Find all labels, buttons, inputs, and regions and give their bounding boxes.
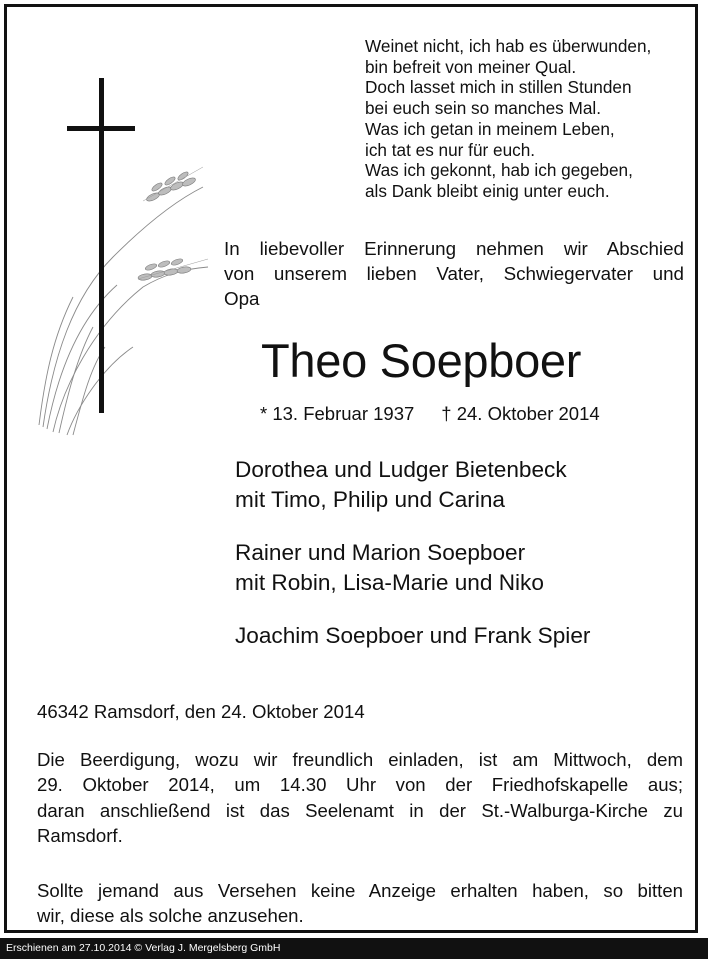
notice-line: Sollte jemand aus Versehen keine Anzeige erhalten haben, so bitten (37, 880, 683, 901)
mourner-line: mit Robin, Lisa-Marie und Niko (235, 569, 544, 595)
wheat-ears-illustration (33, 157, 213, 437)
poem-line: ich tat es nur für euch. (365, 139, 536, 160)
mourner-group (235, 538, 590, 597)
publication-footer: Erschienen am 27.10.2014 © Verlag J. Mergelsberg GmbH (0, 938, 708, 959)
poem-line: Weinet nicht, ich hab es überwunden, (365, 36, 652, 56)
funeral-line: daran anschließend ist das Seelenamt in der St.-Walburga-Kirche zu (37, 799, 683, 821)
intro-text (224, 236, 684, 311)
cross-icon-bar (67, 126, 135, 131)
birth-date: * 13. Februar 1937 (260, 403, 415, 424)
intro-line: In liebevoller Erinnerung nehmen wir Abschied (224, 238, 684, 259)
funeral-line: 29. Oktober 2014, um 14.30 Uhr von der Friedhofskapelle aus; (37, 774, 683, 796)
funeral-info (37, 747, 683, 848)
mourner-line: mit Timo, Philip und Carina (235, 486, 505, 512)
intro-line: von unserem lieben Vater, Schwiegervater und (224, 263, 684, 284)
mourner-line: Rainer und Marion Soepboer (235, 540, 526, 565)
mourner-line: Dorothea und Ludger Bietenbeck (235, 457, 567, 482)
notice-line: wir, diese als solche anzusehen. (37, 905, 304, 927)
poem (365, 36, 695, 202)
poem-line: als Dank bleibt einig unter euch. (365, 180, 610, 201)
life-dates (260, 402, 600, 426)
funeral-line: Ramsdorf. (37, 824, 123, 846)
intro-line: Opa (224, 288, 260, 309)
poem-line: Was ich gekonnt, hab ich gegeben, (365, 160, 633, 181)
obituary-card (4, 4, 698, 933)
funeral-line: Die Beerdigung, wozu wir freundlich einladen, ist am Mittwoch, dem (37, 749, 683, 770)
poem-line: bei euch sein so manches Mal. (365, 98, 601, 119)
poem-line: bin befreit von meiner Qual. (365, 56, 577, 77)
poem-line: Doch lasset mich in stillen Stunden (365, 77, 632, 98)
deceased-name: Theo Soepboer (261, 334, 582, 387)
mourner-group (235, 621, 590, 651)
poem-line: Was ich getan in meinem Leben, (365, 118, 615, 139)
mourner-line: Joachim Soepboer und Frank Spier (235, 623, 591, 648)
place-date: 46342 Ramsdorf, den 24. Oktober 2014 (37, 701, 365, 722)
mourner-group (235, 455, 590, 514)
death-date: † 24. Oktober 2014 (441, 403, 600, 424)
notice-text (37, 878, 683, 929)
mourners-list (235, 455, 590, 675)
